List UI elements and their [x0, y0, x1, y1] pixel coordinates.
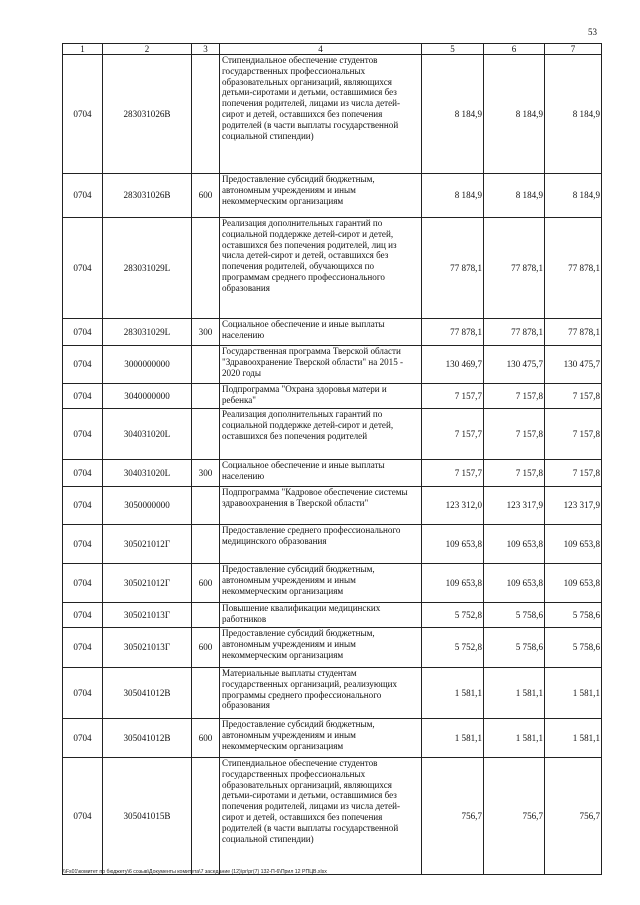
item-name-cell: Предоставление субсидий бюджетным, автономным учреждениям и иным некоммерческим организациям	[220, 174, 422, 218]
section-code-cell: 0704	[63, 564, 103, 603]
section-code-cell: 0704	[63, 55, 103, 174]
page-number: 53	[588, 27, 597, 37]
expense-type-cell	[192, 668, 220, 719]
amount-col5-cell: 7 157,7	[422, 409, 484, 460]
item-name-cell: Социальное обеспечение и иные выплаты населению	[220, 460, 422, 487]
amount-col6-cell: 1 581,1	[484, 719, 545, 758]
amount-col6-cell: 7 157,8	[484, 384, 545, 409]
expense-type-cell	[192, 384, 220, 409]
amount-col5-cell: 5 752,8	[422, 603, 484, 628]
target-code-cell: 3050000000	[103, 487, 192, 525]
section-code-cell: 0704	[63, 384, 103, 409]
item-name-cell: Реализация дополнительных гарантий по социальной поддержке детей-сирот и детей, оставшихся без попечения родителей	[220, 409, 422, 460]
table-row	[63, 668, 602, 719]
item-name-cell: Стипендиальное обеспечение студентов государственных профессиональных образовательных организаций, являющихся детьми-сиротами и детьми, оставшимися без попечения родителей, лицами из числа детей-сирот и детей, оставшихся без попечения родителей (в части выплаты государственной социальной стипендии)	[220, 55, 422, 174]
section-code-cell: 0704	[63, 603, 103, 628]
amount-col7-cell: 1 581,1	[545, 668, 602, 719]
section-code-cell: 0704	[63, 525, 103, 564]
amount-col5-cell: 756,7	[422, 758, 484, 875]
table-row	[63, 346, 602, 384]
amount-col5-cell: 1 581,1	[422, 668, 484, 719]
amount-col5-cell: 8 184,9	[422, 55, 484, 174]
amount-col7-cell: 5 758,6	[545, 628, 602, 668]
expense-type-cell	[192, 487, 220, 525]
table-row	[63, 628, 602, 668]
target-code-cell: 3040000000	[103, 384, 192, 409]
table-row	[63, 564, 602, 603]
table-row	[63, 409, 602, 460]
column-header: 3	[192, 44, 220, 55]
section-code-cell: 0704	[63, 174, 103, 218]
table-row	[63, 218, 602, 319]
amount-col6-cell: 130 475,7	[484, 346, 545, 384]
amount-col7-cell: 8 184,9	[545, 174, 602, 218]
expense-type-cell	[192, 55, 220, 174]
expense-type-cell	[192, 758, 220, 875]
target-code-cell: 283031026В	[103, 174, 192, 218]
expense-type-cell: 600	[192, 719, 220, 758]
amount-col7-cell: 8 184,9	[545, 55, 602, 174]
item-name-cell: Предоставление субсидий бюджетным, автономным учреждениям и иным некоммерческим организациям	[220, 564, 422, 603]
column-header: 2	[103, 44, 192, 55]
amount-col6-cell: 7 157,8	[484, 409, 545, 460]
expense-type-cell	[192, 409, 220, 460]
amount-col7-cell: 77 878,1	[545, 218, 602, 319]
target-code-cell: 305041012В	[103, 719, 192, 758]
amount-col5-cell: 109 653,8	[422, 525, 484, 564]
amount-col6-cell: 77 878,1	[484, 218, 545, 319]
column-number-row	[63, 44, 602, 55]
amount-col7-cell: 130 475,7	[545, 346, 602, 384]
table-row	[63, 758, 602, 875]
item-name-cell: Реализация дополнительных гарантий по социальной поддержке детей-сирот и детей, оставшихся без попечения родителей, лиц из числа детей-сирот и детей, оставшихся без попечения родителей, обучающихся по программам среднего профессионального образования	[220, 218, 422, 319]
target-code-cell: 3000000000	[103, 346, 192, 384]
amount-col7-cell: 123 317,9	[545, 487, 602, 525]
amount-col5-cell: 77 878,1	[422, 319, 484, 346]
expense-type-cell: 300	[192, 460, 220, 487]
amount-col7-cell: 1 581,1	[545, 719, 602, 758]
expense-type-cell: 300	[192, 319, 220, 346]
amount-col5-cell: 109 653,8	[422, 564, 484, 603]
amount-col5-cell: 77 878,1	[422, 218, 484, 319]
table-row	[63, 174, 602, 218]
budget-table	[62, 43, 602, 875]
section-code-cell: 0704	[63, 758, 103, 875]
target-code-cell: 305041015В	[103, 758, 192, 875]
amount-col6-cell: 5 758,6	[484, 603, 545, 628]
column-header: 5	[422, 44, 484, 55]
target-code-cell: 283031029L	[103, 218, 192, 319]
amount-col5-cell: 123 312,0	[422, 487, 484, 525]
section-code-cell: 0704	[63, 409, 103, 460]
amount-col7-cell: 5 758,6	[545, 603, 602, 628]
amount-col6-cell: 8 184,9	[484, 55, 545, 174]
item-name-cell: Предоставление среднего профессионального медицинского образования	[220, 525, 422, 564]
amount-col7-cell: 756,7	[545, 758, 602, 875]
expense-type-cell	[192, 218, 220, 319]
table-row	[63, 719, 602, 758]
table-row	[63, 603, 602, 628]
column-header: 7	[545, 44, 602, 55]
table-row	[63, 55, 602, 174]
amount-col6-cell: 77 878,1	[484, 319, 545, 346]
target-code-cell: 305041012В	[103, 668, 192, 719]
section-code-cell: 0704	[63, 218, 103, 319]
amount-col7-cell: 77 878,1	[545, 319, 602, 346]
section-code-cell: 0704	[63, 460, 103, 487]
amount-col6-cell: 8 184,9	[484, 174, 545, 218]
amount-col7-cell: 7 157,8	[545, 460, 602, 487]
amount-col6-cell: 756,7	[484, 758, 545, 875]
section-code-cell: 0704	[63, 668, 103, 719]
amount-col7-cell: 109 653,8	[545, 525, 602, 564]
amount-col5-cell: 8 184,9	[422, 174, 484, 218]
table-row	[63, 384, 602, 409]
item-name-cell: Социальное обеспечение и иные выплаты населению	[220, 319, 422, 346]
amount-col6-cell: 7 157,8	[484, 460, 545, 487]
amount-col6-cell: 5 758,6	[484, 628, 545, 668]
target-code-cell: 305021013Г	[103, 603, 192, 628]
item-name-cell: Стипендиальное обеспечение студентов государственных профессиональных образовательных организаций, являющихся детьми-сиротами и детьми, оставшимися без попечения родителей, лицами из числа детей-сирот и детей, оставшихся без попечения родителей (в части выплаты государственной социальной стипендии)	[220, 758, 422, 875]
target-code-cell: 304031020L	[103, 460, 192, 487]
table-row	[63, 460, 602, 487]
target-code-cell: 304031020L	[103, 409, 192, 460]
expense-type-cell: 600	[192, 628, 220, 668]
amount-col6-cell: 109 653,8	[484, 564, 545, 603]
column-header: 6	[484, 44, 545, 55]
section-code-cell: 0704	[63, 487, 103, 525]
table-row	[63, 487, 602, 525]
item-name-cell: Материальные выплаты студентам государственных организаций, реализующих программы среднего профессионального образования	[220, 668, 422, 719]
item-name-cell: Подпрограмма "Охрана здоровья матери и ребенка"	[220, 384, 422, 409]
section-code-cell: 0704	[63, 628, 103, 668]
footer-file-path: \\Fs01\комитет по бюджету\6 созыв\Документы комитета\7 заседание (12)\pr\pr(7) 132-П-6\Прил 12 РПЦВ.xlsx	[63, 869, 327, 875]
expense-type-cell: 600	[192, 174, 220, 218]
amount-col5-cell: 5 752,8	[422, 628, 484, 668]
amount-col7-cell: 109 653,8	[545, 564, 602, 603]
expense-type-cell	[192, 346, 220, 384]
amount-col6-cell: 123 317,9	[484, 487, 545, 525]
section-code-cell: 0704	[63, 719, 103, 758]
amount-col7-cell: 7 157,8	[545, 384, 602, 409]
expense-type-cell	[192, 603, 220, 628]
target-code-cell: 283031026В	[103, 55, 192, 174]
amount-col6-cell: 109 653,8	[484, 525, 545, 564]
expense-type-cell	[192, 525, 220, 564]
item-name-cell: Подпрограмма "Кадровое обеспечение системы здравоохранения в Тверской области"	[220, 487, 422, 525]
amount-col5-cell: 130 469,7	[422, 346, 484, 384]
amount-col5-cell: 1 581,1	[422, 719, 484, 758]
section-code-cell: 0704	[63, 346, 103, 384]
item-name-cell: Предоставление субсидий бюджетным, автономным учреждениям и иным некоммерческим организациям	[220, 719, 422, 758]
target-code-cell: 283031029L	[103, 319, 192, 346]
table-row	[63, 319, 602, 346]
column-header: 4	[220, 44, 422, 55]
section-code-cell: 0704	[63, 319, 103, 346]
amount-col6-cell: 1 581,1	[484, 668, 545, 719]
expense-type-cell: 600	[192, 564, 220, 603]
item-name-cell: Повышение квалификации медицинских работников	[220, 603, 422, 628]
item-name-cell: Государственная программа Тверской области "Здравоохранение Тверской области" на 2015 - 2020 годы	[220, 346, 422, 384]
amount-col7-cell: 7 157,8	[545, 409, 602, 460]
amount-col5-cell: 7 157,7	[422, 460, 484, 487]
target-code-cell: 305021013Г	[103, 628, 192, 668]
amount-col5-cell: 7 157,7	[422, 384, 484, 409]
item-name-cell: Предоставление субсидий бюджетным, автономным учреждениям и иным некоммерческим организациям	[220, 628, 422, 668]
table-row	[63, 525, 602, 564]
target-code-cell: 305021012Г	[103, 564, 192, 603]
column-header: 1	[63, 44, 103, 55]
target-code-cell: 305021012Г	[103, 525, 192, 564]
